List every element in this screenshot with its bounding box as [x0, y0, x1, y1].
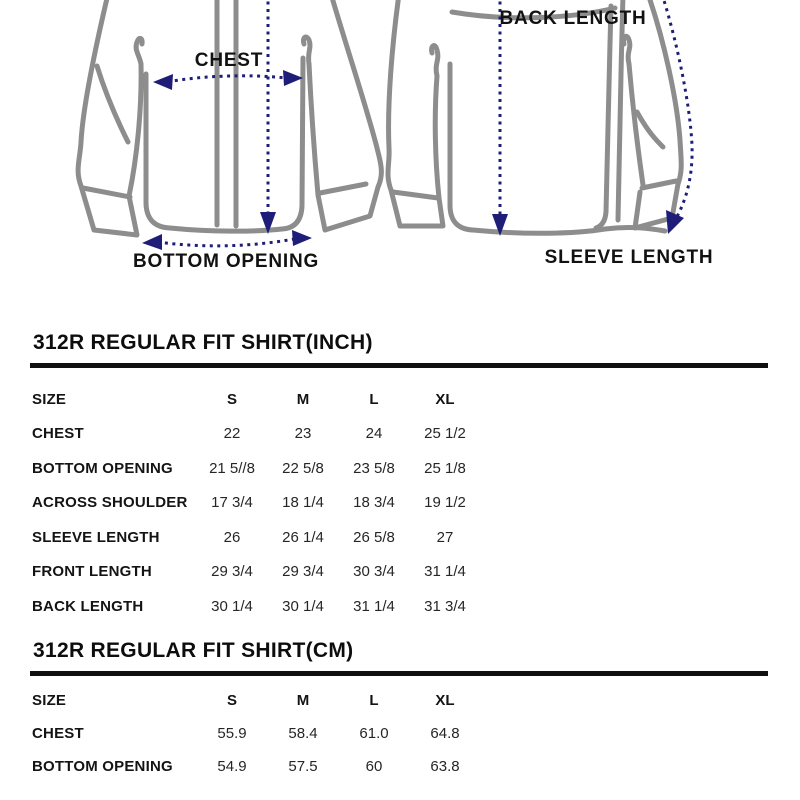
col-header-m: M — [296, 692, 310, 709]
table-header-row — [0, 684, 800, 717]
inch-table-rows — [0, 382, 800, 624]
cell-value: 24 — [365, 425, 383, 443]
col-header-s: S — [226, 390, 237, 408]
table-row — [0, 520, 800, 555]
col-header-l: L — [369, 692, 379, 709]
row-label: CHEST — [32, 425, 84, 443]
col-header-s: S — [226, 692, 237, 709]
cell-value: 29 3/4 — [211, 563, 253, 581]
cell-value: 61.0 — [359, 725, 389, 742]
back-shirt-outline — [388, 0, 681, 233]
title-rule — [30, 363, 768, 368]
inch-size-table — [0, 330, 800, 624]
cell-value: 17 3/4 — [211, 494, 253, 512]
col-header-l: L — [369, 390, 379, 408]
title-rule — [30, 671, 768, 676]
cell-value: 64.8 — [430, 725, 460, 742]
cell-value: 19 1/2 — [424, 494, 466, 512]
col-header-xl: XL — [435, 390, 455, 408]
sleeve-length-label: SLEEVE LENGTH — [544, 247, 714, 268]
table-row — [0, 589, 800, 624]
cell-value: 26 5/8 — [353, 528, 395, 546]
cell-value: 23 5/8 — [353, 459, 395, 477]
col-header-xl: XL — [435, 692, 455, 709]
table-row — [0, 717, 800, 750]
cell-value: 18 1/4 — [282, 494, 324, 512]
cell-value: 30 1/4 — [211, 597, 253, 615]
inch-table-title: 312R REGULAR FIT SHIRT(INCH) — [33, 331, 373, 354]
row-label: FRONT LENGTH — [32, 563, 152, 581]
cell-value: 23 — [294, 425, 312, 443]
table-header-row — [0, 382, 800, 417]
table-row — [0, 486, 800, 521]
shirt-measurement-diagram — [0, 0, 800, 312]
cm-table-rows — [0, 684, 800, 783]
cell-value: 31 3/4 — [424, 597, 466, 615]
row-label: BACK LENGTH — [32, 597, 144, 615]
cm-table-title: 312R REGULAR FIT SHIRT(CM) — [33, 639, 354, 662]
table-row — [0, 417, 800, 452]
cm-size-table — [0, 638, 800, 783]
cell-value: 54.9 — [217, 758, 247, 775]
row-label: ACROSS SHOULDER — [32, 494, 188, 512]
back-length-label: BACK LENGTH — [499, 8, 647, 29]
front-shirt-outline — [78, 0, 381, 235]
cell-value: 29 3/4 — [282, 563, 324, 581]
chest-label: CHEST — [194, 50, 264, 71]
table-row — [0, 451, 800, 486]
size-header-label: SIZE — [32, 692, 67, 709]
row-label: BOTTOM OPENING — [32, 459, 173, 477]
row-label: SLEEVE LENGTH — [32, 528, 160, 546]
cell-value: 63.8 — [430, 758, 460, 775]
col-header-m: M — [296, 390, 310, 408]
cell-value: 26 1/4 — [282, 528, 324, 546]
cell-value: 57.5 — [288, 758, 318, 775]
cell-value: 55.9 — [217, 725, 247, 742]
size-header-label: SIZE — [32, 390, 67, 408]
cell-value: 25 1/8 — [424, 459, 466, 477]
cell-value: 31 1/4 — [424, 563, 466, 581]
front-length-arrow — [260, 0, 276, 234]
cell-value: 27 — [436, 528, 454, 546]
table-row — [0, 750, 800, 783]
row-label: CHEST — [32, 725, 84, 742]
cell-value: 31 1/4 — [353, 597, 395, 615]
cell-value: 60 — [365, 758, 383, 775]
cell-value: 22 — [223, 425, 241, 443]
chest-arrow — [153, 70, 303, 90]
cell-value: 58.4 — [288, 725, 318, 742]
cell-value: 25 1/2 — [424, 425, 466, 443]
bottom-opening-label: BOTTOM OPENING — [132, 251, 320, 272]
cell-value: 18 3/4 — [353, 494, 395, 512]
cell-value: 26 — [223, 528, 241, 546]
back-length-arrow — [492, 0, 508, 236]
cell-value: 30 1/4 — [282, 597, 324, 615]
row-label: BOTTOM OPENING — [32, 758, 173, 775]
cell-value: 22 5/8 — [282, 459, 324, 477]
cell-value: 21 5//8 — [209, 459, 255, 477]
table-row — [0, 555, 800, 590]
cell-value: 30 3/4 — [353, 563, 395, 581]
